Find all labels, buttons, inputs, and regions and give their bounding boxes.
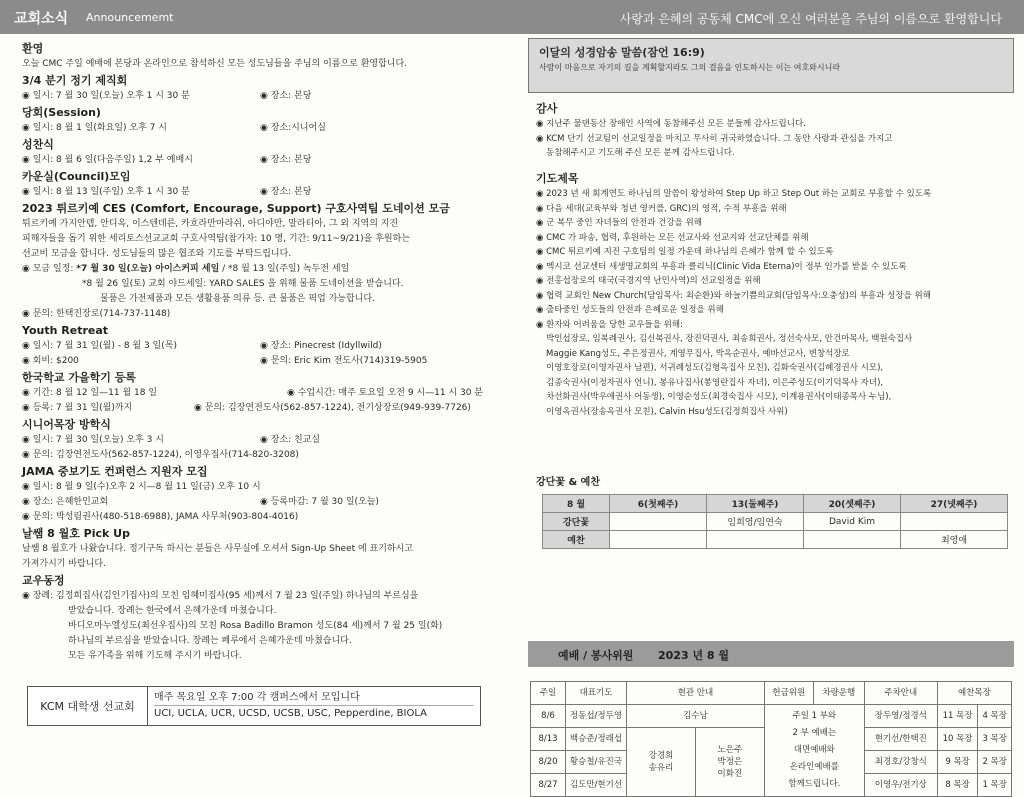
table-cell: 현관 안내 — [627, 682, 765, 705]
section-heading: 한국학교 가을학기 등록 — [22, 371, 136, 384]
text-line: 하나님의 부르심을 받았습니다. 장례는 페루에서 은혜가운데 마쳤습니다. — [68, 636, 352, 646]
table-cell: 20(셋째주) — [804, 495, 901, 513]
text-line: ◉ 2023 년 새 회계연도 하나님의 말씀이 왕성하여 Step Up 하고 Step Out 하는 교회로 부흥할 수 있도록 — [536, 189, 932, 199]
text-line: 오늘 CMC 주일 예배에 본당과 온라인으로 참석하신 모든 성도님들을 주님의 이름으로 환영합니다. — [22, 59, 408, 69]
text-line: 동참해주시고 기도해 주신 모든 분께 감사드립니다. — [546, 148, 735, 158]
table-cell: 헌금위원 — [764, 682, 813, 705]
text-line: ◉ 협력 교회인 New Church(담임목사: 최순환)와 하늘기쁨의교회(담임목사:오충성)의 부흥과 성장을 위해 — [536, 290, 931, 301]
text-line: ◉ 기간: 8 월 12 일—11 월 18 일 ◉ 수업시간: 매주 토요일 오전 9 시—11 시 30 분 — [22, 388, 483, 398]
table-cell: 차량운행 — [813, 682, 864, 705]
text-line: ◉ 환자와 어려움을 당한 교우들을 위해: — [536, 319, 683, 330]
table-cell: 김도만/현기선 — [566, 774, 627, 797]
text-line: 바디오마누엘성도(최선우집사)의 모친 Rosa Badillo Bramon 성도(84 세)께서 7 월 25 일(화) — [68, 621, 443, 631]
header-welcome: 사랑과 은혜의 공동체 CMC에 오신 여러분을 주님의 이름으로 환영합니다 — [619, 12, 1002, 26]
table-cell: 4 목장 — [978, 705, 1012, 728]
table-cell: 장두영/정경석 — [864, 705, 937, 728]
table-cell: 이영우/전기상 — [864, 774, 937, 797]
table-cell: 노은주 박정은 이화진 — [695, 728, 764, 797]
table-row — [531, 705, 1012, 728]
table-cell: 9 목장 — [937, 751, 978, 774]
section-heading: 성찬식 — [22, 138, 54, 151]
worship-bar — [528, 641, 1014, 667]
worship-month: 2023 년 8 월 — [658, 649, 730, 662]
table-row — [543, 531, 1008, 549]
kcm-line-2: UCI, UCLA, UCR, UCSD, UCSB, USC, Pepperdine, BIOLA — [154, 708, 428, 719]
table-cell: 백승준/정래섭 — [566, 728, 627, 751]
text-line: 가져가시기 바랍니다. — [22, 559, 106, 569]
section-heading: 교우동정 — [22, 574, 65, 587]
table-cell: 예찬 — [543, 531, 610, 549]
table-cell: 1 목장 — [978, 774, 1012, 797]
table-cell — [610, 513, 707, 531]
worship-heading: 예배 / 봉사위원 — [558, 649, 634, 662]
section-heading: Youth Retreat — [22, 324, 109, 337]
table-cell: 강단꽃 — [543, 513, 610, 531]
table-cell: 8 월 — [543, 495, 610, 513]
table-cell: 주일 — [531, 682, 566, 705]
table-cell: 대표기도 — [566, 682, 627, 705]
table-row — [543, 513, 1008, 531]
section-heading: 환영 — [22, 42, 44, 55]
prayer-section — [536, 170, 1014, 419]
section-heading: 2023 튀르키예 CES (Comfort, Encourage, Support) 구호사역팀 도네이션 모금 — [22, 202, 450, 215]
text-line: ◉ 문의: 한택진장로(714-737-1148) — [22, 309, 171, 319]
table-cell — [707, 531, 804, 549]
table-cell: 주차안내 — [864, 682, 937, 705]
kcm-label: KCM 대학생 선교회 — [28, 687, 148, 725]
text-line: 날쌤 8 월호가 나왔습니다. 정기구독 하시는 분들은 사무실에 오셔서 Sign-Up Sheet 에 표기하시고 — [22, 544, 414, 554]
table-cell: David Kim — [804, 513, 901, 531]
text-line: 피해자들을 돕기 위한 세리토스선교교회 구호사역팀(참가자: 10 명, 기간: 9/11~9/21)을 후원하는 — [22, 234, 411, 244]
text-line: ◉ 일시: 7 월 30 일(오늘) 오후 3 시 ◉ 장소: 친교실 — [22, 435, 321, 445]
text-line: 차선화권사(박우애권사 어동생), 이영순성도(최경숙집사 시모), 이계용권사(이태종목사 누님), — [546, 392, 892, 402]
text-line: ◉ 출타중인 성도들의 안전과 은혜로운 일정을 위해 — [536, 305, 724, 315]
text-line: ◉ 장례: 김정희집사(김인기집사)의 모친 임혜미집사(95 세)께서 7 월 23 일(주일) 하나님의 부르심을 — [22, 591, 419, 601]
text-line: ◉ 일시: 8 월 6 일(다음주일) 1,2 부 예배시 ◉ 장소: 본당 — [22, 155, 312, 165]
section-heading: 기도제목 — [536, 172, 579, 185]
text-line: ◉ 문의: 박성림권사(480-518-6988), JAMA 사무처(903-804-4016) — [22, 512, 299, 522]
text-line: ◉ 일시: 7 월 31 일(월) - 8 월 3 일(목) ◉ 장소: Pinecrest (Idyllwild) — [22, 341, 382, 351]
text-line: ◉ 전홍섭장로의 태국(국경지역 난민사역)의 선교일정을 위해 — [536, 276, 761, 286]
verse-text: 사람이 마음으로 자기의 길을 계획할지라도 그의 걸음을 인도하시는 이는 여호와시니라 — [539, 63, 841, 72]
table-cell: 8/20 — [531, 751, 566, 774]
section-heading: 카운실(Council)모임 — [22, 170, 131, 183]
text-line: ◉ 등록: 7 월 31 일(월)까지 ◉ 문의: 김장연전도사(562-857-1224), 전기상장로(949-939-7726) — [22, 403, 471, 413]
text-line: 튀르키예 가지안텝, 안디옥, 이스텐데른, 카흐라만마라쉬, 아디야만, 말라티아, 그 외 지역의 지진 — [22, 219, 399, 229]
table-cell: 8/13 — [531, 728, 566, 751]
text-line: ◉ 문의: 김장연전도사(562-857-1224), 이영우집사(714-820-3208) — [22, 450, 299, 460]
text-line: 이영옥권사(장송옥권사 모친), Calvin Hsu성도(김정희집사 사위) — [546, 406, 788, 417]
verse-heading: 이달의 성경암송 말씀(잠언 16:9) — [539, 46, 705, 59]
text-line: ◉ 장소: 은혜한인교회 ◉ 등록마감: 7 월 30 일(오늘) — [22, 497, 379, 507]
thanks-section — [536, 100, 1014, 161]
text-line: 모든 유가족을 위해 기도해 주시기 바랍니다. — [68, 651, 242, 661]
header-bar — [0, 0, 1024, 34]
text-line: ◉ 모금 일정: *7 월 30 일(오늘) 아이스커피 세일 / *8 월 13 일(주일) 녹두전 세일 — [22, 264, 350, 274]
section-heading: 강단꽃 & 예찬 — [536, 477, 600, 488]
table-cell — [610, 531, 707, 549]
table-cell: 현기선/한택진 — [864, 728, 937, 751]
table-cell: 10 목장 — [937, 728, 978, 751]
text-line: 선교비 모금을 합니다. 성도님들의 많은 협조와 기도를 부탁드립니다. — [22, 249, 292, 259]
table-cell: 최경호/강창식 — [864, 751, 937, 774]
text-line: ◉ CMC 튀르키예 지진 구호팀의 일정 가운데 하나님의 은혜가 함께 할 수 있도록 — [536, 247, 834, 257]
section-heading: 감사 — [536, 102, 558, 115]
table-row — [531, 682, 1012, 705]
table-cell: 3 목장 — [978, 728, 1012, 751]
table-cell: 황승철/유진국 — [566, 751, 627, 774]
kcm-box — [27, 686, 481, 726]
text-line: Maggie Kang성도, 주은정권사, 계영무집사, 박옥순권사, 예바선교사, 변창석장로 — [546, 348, 850, 359]
table-cell: 2 목장 — [978, 751, 1012, 774]
text-line: ◉ 일시: 8 월 1 일(화요일) 오후 7 시 ◉ 장소:시니어실 — [22, 123, 326, 133]
table-cell: 8/6 — [531, 705, 566, 728]
table-row — [543, 495, 1008, 513]
table-cell — [901, 513, 1008, 531]
table-cell: 정동섭/정두영 — [566, 705, 627, 728]
altar-table — [542, 494, 1008, 549]
memory-verse-box — [528, 38, 1014, 93]
section-heading: 당회(Session) — [22, 106, 101, 119]
text-line: *8 월 26 일(토) 교회 야드세일: YARD SALES 을 위해 물품 도네이션을 받습니다. — [82, 279, 404, 289]
text-line: ◉ 지난주 물댄동산 장애인 사역에 동참해주신 모든 분들께 감사드립니다. — [536, 119, 806, 129]
table-cell: 27(넷째주) — [901, 495, 1008, 513]
kcm-line-1: 매주 목요일 오후 7:00 각 캠퍼스에서 모입니다 — [154, 690, 474, 706]
table-cell: 임희영/임연숙 — [707, 513, 804, 531]
text-line: ◉ 일시: 8 월 9 일(수)오후 2 시—8 월 11 일(금) 오후 10 시 — [22, 482, 261, 492]
table-cell — [804, 531, 901, 549]
text-line: ◉ 군 복무 중인 자녀들의 안전과 건강을 위해 — [536, 218, 702, 228]
altar-heading-wrap — [536, 474, 1014, 491]
table-cell: 6(첫째주) — [610, 495, 707, 513]
table-cell: 예찬목장 — [937, 682, 1011, 705]
table-cell: 최영애 — [901, 531, 1008, 549]
worship-table — [530, 681, 1012, 797]
text-line: ◉ 다음 세대(교육부와 청년 영커플, GRC)의 영적, 수적 부흥을 위해 — [536, 203, 787, 214]
table-cell: 8/27 — [531, 774, 566, 797]
section-heading: 시니어목장 방학식 — [22, 418, 111, 431]
section-heading: 날쌤 8 월호 Pick Up — [22, 527, 130, 540]
section-heading: 3/4 분기 정기 제직회 — [22, 74, 128, 87]
announcement-column — [22, 40, 492, 664]
text-line: ◉ 일시: 7 월 30 일(오늘) 오후 1 시 30 분 ◉ 장소: 본당 — [22, 91, 312, 101]
header-subtitle: Announcememt — [86, 11, 174, 24]
table-cell: 8 목장 — [937, 774, 978, 797]
table-cell: 김수남 — [627, 705, 765, 728]
text-line: 물품은 가전제품과 모든 생활용품 의류 등. 큰 물품은 픽업 가능합니다. — [100, 294, 375, 304]
text-line: ◉ 멕시코 선교센터 새생명교회의 부흥과 클리닉(Clinic Vida Eterna)이 정부 인가를 받을 수 있도록 — [536, 261, 907, 272]
text-line: ◉ KCM 단기 선교팀이 선교일정을 마치고 무사히 귀국하였습니다. 그 동안 사랑과 관심을 가지고 — [536, 133, 893, 144]
text-line: 김종숙권사(이정자권사 언니), 봉유나집사(봉영란집사 자녀), 이은주성도(이기덕목사 자녀), — [546, 377, 884, 388]
table-cell: 11 목장 — [937, 705, 978, 728]
text-line: 박인섭장로, 임복례권사, 김신복권사, 장진덕권사, 최송희권사, 정선숙사모, 안건마목사, 백원숙집사 — [546, 334, 913, 344]
text-line: ◉ 회비: $200 ◉ 문의: Eric Kim 전도사(714)319-5905 — [22, 356, 428, 366]
text-line: ◉ CMC 가 파송, 협력, 후원하는 모든 선교사와 선교지와 선교단체를 위해 — [536, 232, 809, 243]
text-line: 받았습니다. 장례는 한국에서 은혜가운데 마쳤습니다. — [68, 606, 277, 616]
text-line: 이영호장로(이영자권사 남편), 서귀례성도(김형옥집사 모친), 김화숙권사(김혜경권사 시모), — [546, 363, 884, 373]
header-title: 교회소식 — [14, 11, 69, 27]
table-cell: 13(둘째주) — [707, 495, 804, 513]
text-line: ◉ 일시: 8 월 13 일(주일) 오후 1 시 30 분 ◉ 장소: 본당 — [22, 187, 312, 197]
table-cell: 주일 1 부와 2 부 예배는 대면예배와 온라인예배를 함께드립니다. — [764, 705, 864, 797]
section-heading: JAMA 중보기도 컨퍼런스 지원자 모집 — [22, 465, 208, 478]
table-cell: 강경희 송유리 — [627, 728, 696, 797]
